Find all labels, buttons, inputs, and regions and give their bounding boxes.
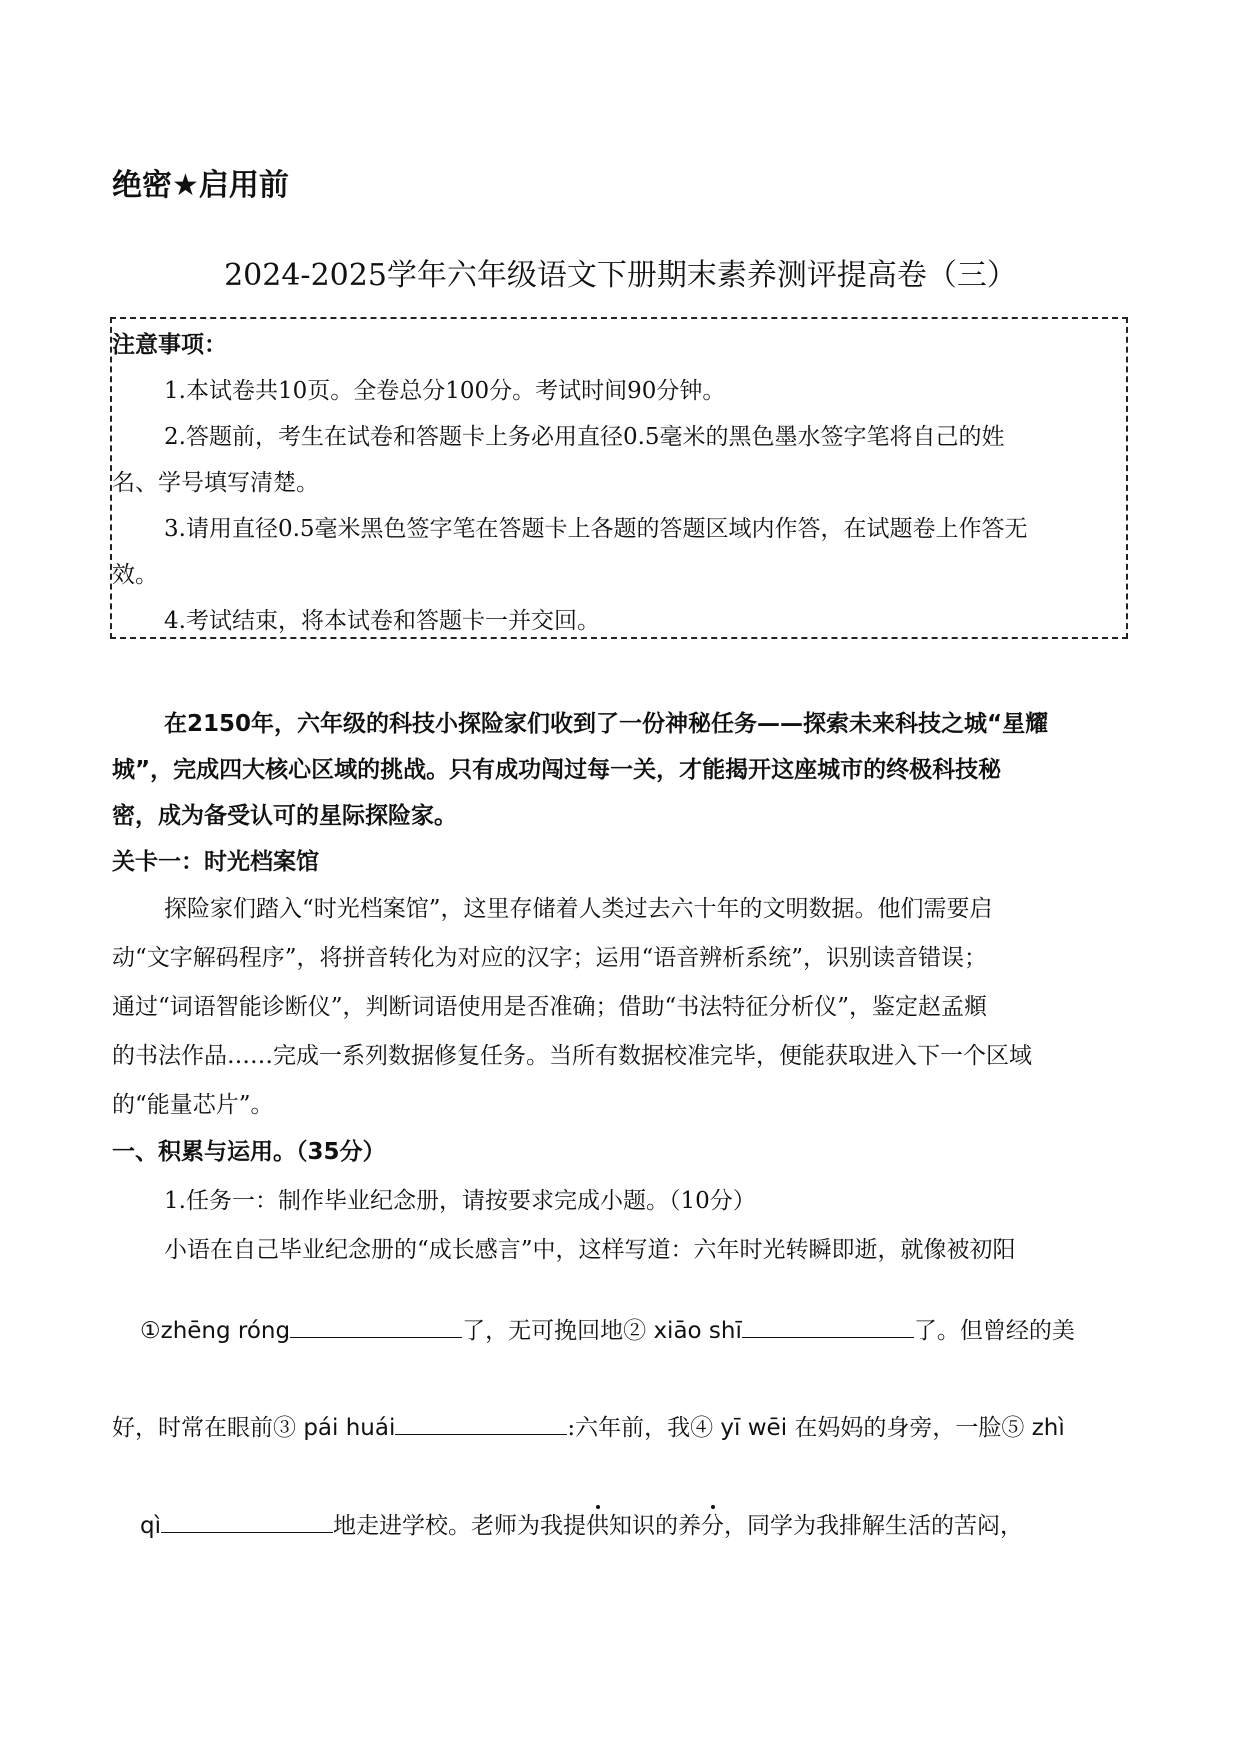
answer-blank-3[interactable] bbox=[395, 1411, 567, 1435]
fill-line-1 bbox=[140, 1312, 1075, 1345]
intro-line-2: 城”，完成四大核心区域的挑战。只有成功闯过每一关，才能揭开这座城市的终极科技秘 bbox=[112, 757, 1002, 783]
pinyin-5b: qì bbox=[140, 1513, 161, 1539]
top-secret-label: 绝密★启用前 bbox=[112, 168, 289, 203]
item-number-2: ② bbox=[623, 1318, 647, 1344]
answer-blank-1[interactable] bbox=[290, 1314, 462, 1338]
item-number-3: ③ bbox=[273, 1415, 296, 1441]
emphasized-char-2: 分 bbox=[701, 1513, 724, 1539]
level1-line-4: 的书法作品……完成一系列数据修复任务。当所有数据校准完毕，便能获取进入下一个区域 bbox=[112, 1043, 1032, 1069]
fill-text-6b: 知识的养 bbox=[609, 1513, 701, 1539]
section1-heading: 一、积累与运用。（35分） bbox=[112, 1139, 386, 1165]
notice-item-1: 1.本试卷共10页。全卷总分100分。考试时间90分钟。 bbox=[164, 378, 726, 404]
pinyin-2: xiāo shī bbox=[653, 1318, 742, 1344]
fill-text-4: :六年前，我 bbox=[567, 1415, 691, 1441]
item-number-5: ⑤ bbox=[1001, 1415, 1025, 1441]
pinyin-5a: zhì bbox=[1031, 1415, 1065, 1441]
intro-line-1: 在2150年，六年级的科技小探险家们收到了一份神秘任务——探索未来科技之城“星耀 bbox=[164, 711, 1049, 737]
answer-blank-2[interactable] bbox=[742, 1314, 914, 1338]
notice-item-3-cont: 效。 bbox=[112, 562, 158, 588]
fill-text-6a: 地走进学校。老师为我提 bbox=[333, 1513, 586, 1539]
fill-text-2: 了。但曾经的美 bbox=[913, 1318, 1075, 1344]
notice-item-4: 4.考试结束，将本试卷和答题卡一并交回。 bbox=[164, 608, 600, 634]
level1-heading: 关卡一：时光档案馆 bbox=[112, 849, 319, 875]
notice-item-2: 2.答题前，考生在试卷和答题卡上务必用直径0.5毫米的黑色墨水签字笔将自己的姓 bbox=[164, 424, 1005, 450]
fill-line-3 bbox=[140, 1507, 1023, 1540]
emphasized-char-1: 供 bbox=[586, 1513, 609, 1539]
fill-text-5: 在妈妈的身旁，一脸 bbox=[794, 1415, 1002, 1441]
item-number-4: ④ bbox=[690, 1415, 714, 1441]
level1-line-5: 的“能量芯片”。 bbox=[112, 1092, 274, 1118]
task1-line: 1.任务一：制作毕业纪念册，请按要求完成小题。（10分） bbox=[164, 1188, 756, 1214]
passage-line-1: 小语在自己毕业纪念册的“成长感言”中，这样写道：六年时光转瞬即逝，就像被初阳 bbox=[164, 1237, 1016, 1263]
level1-line-2: 动“文字解码程序”，将拼音转化为对应的汉字；运用“语音辨析系统”，识别读音错误； bbox=[112, 945, 988, 971]
item-number-1: ① bbox=[140, 1318, 161, 1344]
intro-line-3: 密，成为备受认可的星际探险家。 bbox=[112, 803, 457, 829]
exam-title: 2024-2025学年六年级语文下册期末素养测评提高卷（三） bbox=[224, 258, 1017, 293]
notice-item-2-cont: 名、学号填写清楚。 bbox=[112, 470, 319, 496]
level1-line-3: 通过“词语智能诊断仪”，判断词语使用是否准确；借助“书法特征分析仪”，鉴定赵孟頫 bbox=[112, 994, 988, 1020]
level1-line-1: 探险家们踏入“时光档案馆”，这里存储着人类过去六十年的文明数据。他们需要启 bbox=[164, 896, 993, 922]
fill-text-6c: ，同学为我排解生活的苦闷， bbox=[724, 1513, 1023, 1539]
answer-blank-5[interactable] bbox=[161, 1509, 333, 1533]
fill-text-1: 了，无可挽回地 bbox=[462, 1318, 624, 1344]
fill-line-2 bbox=[112, 1409, 1065, 1442]
pinyin-1: zhēng róng bbox=[160, 1318, 291, 1344]
pinyin-3: pái huái bbox=[303, 1415, 396, 1441]
notice-heading: 注意事项： bbox=[112, 332, 227, 358]
fill-text-3: 好，时常在眼前 bbox=[112, 1415, 273, 1441]
notice-item-3: 3.请用直径0.5毫米黑色签字笔在答题卡上各题的答题区域内作答，在试题卷上作答无 bbox=[164, 516, 1028, 542]
pinyin-4: yī wēi bbox=[720, 1415, 788, 1441]
